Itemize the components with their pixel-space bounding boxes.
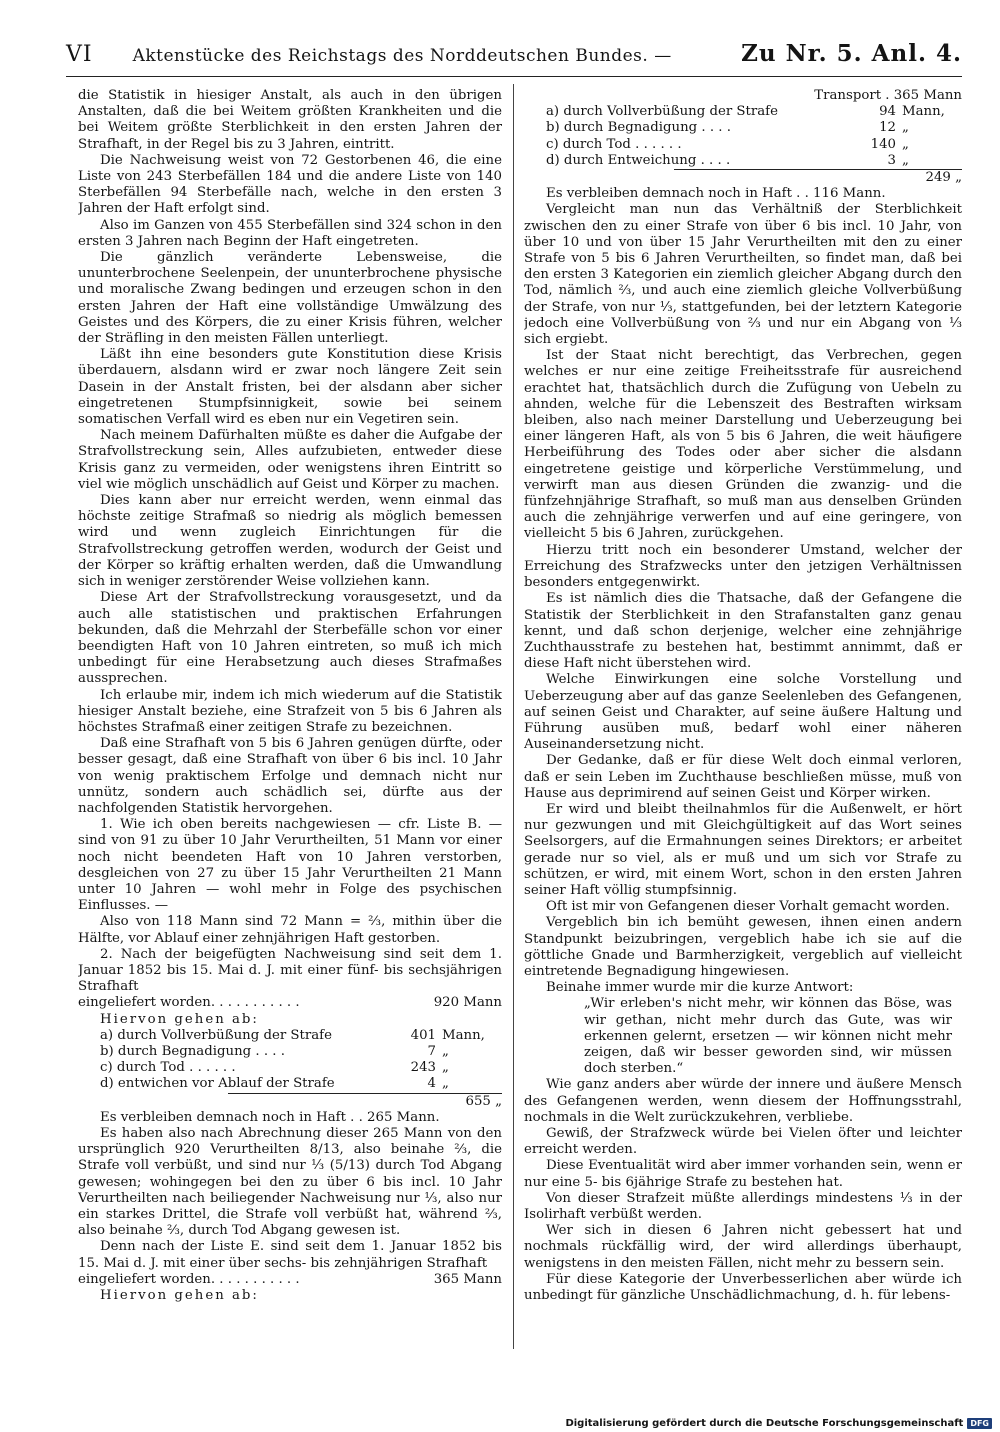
paragraph: Daß eine Strafhaft von 5 bis 6 Jahren genügen dürfte, oder besser gesagt, daß eine Strafhaft von über 6 bis incl. 10 Jahr von wenig praktischem Erfolge und demnach nicht nur unnütz, sondern auch schädlich sei, dürfte aus der nachfolgenden Statistik hervorgehen. (78, 736, 502, 816)
paragraph: 1. Wie ich oben bereits nachgewiesen — cfr. Liste B. — sind von 91 zu über 10 Jahr Verurtheilten, 51 Mann vor einer noch nicht beendeten Haft von 10 Jahren verstorben, desgleichen von 27 zu über 15 Jahr Verurtheilten 21 Mann unter 10 Jahren — wohl mehr in Folge des psychischen Einflusses. — (78, 817, 502, 914)
deduction-label: d) durch Entweichung . . . . (546, 152, 731, 168)
deduction-list-1 (100, 1028, 502, 1093)
credit-text: Digitalisierung gefördert durch die Deutsche Forschungsgemeinschaft (565, 1417, 964, 1429)
hiervon-heading: Hiervon gehen ab: (100, 1288, 259, 1304)
paragraph: Ist der Staat nicht berechtigt, das Verbrechen, gegen welches er nur eine zeitige Freiheitsstrafe für ausreichend erachtet hat, thatsächlich durch die Zufügung von Uebeln zu ahnden, welche für die Lebenszeit des Bestraften wirksam bleiben, also nach meiner Darstellung und Ueberzeugung bei einer längeren Haft, als von 5 bis 6 Jahren, die weit häufigere Herbeiführung des Todes oder aber sicher die alsdann eingetretene geistige und körperliche Verstümmelung, und verwirft man aus diesen Gründen die zwanzig- und die fünfzehnjährige Strafhaft, so muß man aus denselben Gründen auch die zehnjährige verwerfen und auf eine geringere, von vielleicht 5 bis 6 Jahren, zurückgehen. (524, 348, 962, 542)
right-column (524, 88, 962, 1348)
hiervon-heading: Hiervon gehen ab: (100, 1011, 259, 1027)
paragraph: Von dieser Strafzeit müßte allerdings mindestens ⅓ in der Isolirhaft verbüßt werden. (524, 1190, 962, 1223)
paragraph: Welche Einwirkungen eine solche Vorstellung und Ueberzeugung aber auf das ganze Seelenleben des Gefangenen, auf seinen Geist und Charakter, auf seine äußere Haltung und Führung ausüben muß, bedarf wohl einer näheren Auseinandersetzung nicht. (524, 672, 962, 753)
intake-value: 365 Mann (433, 1271, 502, 1287)
deduction-row (546, 120, 962, 136)
page-header (66, 40, 962, 77)
paragraph: Also im Ganzen von 455 Sterbefällen sind 324 schon in den ersten 3 Jahren nach Beginn der Haft eingetreten. (78, 217, 502, 249)
deduction-row (100, 1060, 502, 1076)
remaining-line-1: Es verbleiben demnach noch in Haft . . 265 Mann. (100, 1109, 440, 1125)
deduction-row (546, 137, 962, 153)
page-number: VI (66, 42, 93, 67)
digitization-credit (565, 1416, 992, 1430)
deduction-value: 3 (887, 152, 896, 168)
paragraph: Diese Eventualität wird aber immer vorhanden sein, wenn er nur eine 5- bis 6jährige Strafe zu bestehen hat. (524, 1158, 962, 1190)
deduction-label: a) durch Vollverbüßung der Strafe (100, 1027, 332, 1043)
right-paragraphs-2 (524, 1077, 962, 1304)
deduction-unit: „ (442, 1043, 449, 1059)
paragraph: Die gänzlich veränderte Lebensweise, die ununterbrochene Seelenpein, der ununterbrochene physische und moralische Zwang bedingen und erzeugen schon in den ersten Jahren der Haft eine vollständige Umwälzung des Geistes und des Körpers, die zu einer Krisis führen, welcher der Sträfling in den meisten Fällen unterliegt. (78, 250, 502, 347)
paragraph: Es ist nämlich dies die Thatsache, daß der Gefangene die Statistik der Sterblichkeit in den Strafanstalten ganz genau kennt, und daß schon derjenige, welcher eine zehnjährige Zuchthausstrafe zu bestehen hat, bestimmt annimmt, daß er diese Haft nicht überstehen wird. (524, 591, 962, 672)
paragraph: Es haben also nach Abrechnung dieser 265 Mann von den ursprünglich 920 Verurtheilten 8/13, also beinahe ⅔, die Strafe voll verbüßt, und sind nur ⅓ (5/13) durch Tod Abgang gewesen; wohingegen bei den zu über 6 bis incl. 10 Jahr Verurtheilten nach beiliegender Nachweisung nur ⅓, also nur ein starkes Drittel, die Strafe voll verbüßt hat, während ⅔, also beinahe ⅔, durch Tod Abgang gewesen ist. (78, 1126, 502, 1239)
intake-label: eingeliefert worden. . . . . . . . . . . (78, 1271, 300, 1287)
transport-row (524, 88, 962, 104)
deduction-label: a) durch Vollverbüßung der Strafe (546, 104, 778, 120)
left-paragraphs-1 (78, 88, 502, 995)
header-reference: Zu Nr. 5. Anl. 4. (741, 40, 962, 67)
paragraph: 2. Nach der beigefügten Nachweisung sind seit dem 1. Januar 1852 bis 15. Mai d. J. mit einer fünf- bis sechsjährigen Strafhaft (78, 946, 502, 995)
deduction-row (100, 1044, 502, 1060)
transport-line: Transport . 365 Mann (814, 88, 962, 103)
deduction-label: b) durch Begnadigung . . . . (546, 120, 731, 136)
left-paragraphs-2 (78, 1126, 502, 1272)
deduction-row (546, 153, 962, 169)
deduction-value: 401 (410, 1027, 436, 1043)
deduction-row (100, 1076, 502, 1092)
deduction-value: 4 (427, 1076, 436, 1092)
paragraph: Vergleicht man nun das Verhältniß der Sterblichkeit zwischen den zu einer Strafe von über 6 bis incl. 10 Jahr, von über 10 und von über 15 Jahr Verurtheilten mit den zu einer Strafe von 5 bis 6 Jahren Verurtheilten, so findet man, daß bei den ersten 3 Kategorien ein ziemlich gleicher Abgang durch den Tod, nämlich ⅔, und auch eine ziemlich gleiche Vollverbüßung der Strafe, von nur ⅓, stattgefunden, bei der letztern Kategorie jedoch eine Vollverbüßung von ⅔ und nur ein Abgang von ⅓ sich ergiebt. (524, 202, 962, 348)
block-quote: „Wir erleben's nicht mehr, wir können das Böse, was wir gethan, nicht mehr durch das Gute, was wir erkennen gelernt, ersetzen — wir können nicht mehr zeigen, daß wir besser geworden sind, wir müssen doch sterben.“ (584, 996, 952, 1077)
paragraph: Der Gedanke, daß er für diese Welt doch einmal verloren, daß er sein Leben im Zuchthause beschließen müsse, muß von Hause aus deprimirend auf seinen Geist und Körper wirken. (524, 753, 962, 801)
column-divider (513, 84, 514, 1349)
paragraph: Läßt ihn eine besonders gute Konstitution diese Krisis überdauern, alsdann wird er zwar noch längere Zeit sein Dasein in der Anstalt fristen, bei der alsdann aber sicher eingetretenen Stumpfsinnigkeit, sowie bei seinem somatischen Verfall wird es eben nur ein Vegetiren sein. (78, 347, 502, 428)
deduction-unit: „ (442, 1060, 449, 1076)
deduction-unit: Mann, (442, 1027, 485, 1043)
header-title: Aktenstücke des Reichstags des Norddeutschen Bundes. — (132, 46, 672, 66)
paragraph: Vergeblich bin ich bemüht gewesen, ihnen einen andern Standpunkt beizubringen, vergeblich habe ich sie auf die göttliche Gnade und Barmherzigkeit, vergeblich auf vielleicht eintretende Begnadigung hingewiesen. (524, 915, 962, 979)
deduction-label: c) durch Tod . . . . . . (100, 1060, 236, 1076)
deduction-row (100, 1028, 502, 1044)
deduction-unit: „ (902, 152, 909, 168)
paragraph: die Statistik in hiesiger Anstalt, als auch in den übrigen Anstalten, daß die bei Weitem größten Krankheiten und die bei Weitem größte Sterblichkeit in den ersten Jahren der Strafhaft, in der Regel bis zu 3 Jahren, eintritt. (78, 88, 502, 152)
deduction-unit: Mann, (902, 104, 945, 120)
paragraph: Oft ist mir von Gefangenen dieser Vorhalt gemacht worden. (546, 899, 950, 915)
deduction-value: 7 (427, 1043, 436, 1059)
deduction-unit: „ (902, 136, 909, 152)
paragraph: Für diese Kategorie der Unverbesserlichen aber würde ich unbedingt für gänzliche Unschädlichmachung, d. h. für lebens- (524, 1271, 962, 1304)
paragraph: Beinahe immer wurde mir die kurze Antwort: (546, 980, 854, 996)
paragraph: Hierzu tritt noch ein besonderer Umstand, welcher der Erreichung des Strafzwecks unter den jetzigen Verhältnissen besonders entgegenwirkt. (524, 542, 962, 591)
paragraph: Also von 118 Mann sind 72 Mann = ⅔, mithin über die Hälfte, vor Ablauf einer zehnjährigen Haft gestorben. (78, 914, 502, 946)
paragraph: Ich erlaube mir, indem ich mich wiederum auf die Statistik hiesiger Anstalt beziehe, eine Strafzeit von 5 bis 6 Jahren als höchstes Strafmaß einer zeitigen Strafe zu bezeichnen. (78, 687, 502, 735)
deduction-label: c) durch Tod . . . . . . (546, 136, 682, 152)
right-paragraphs-1 (524, 202, 962, 996)
sum-value: 249 „ (925, 170, 962, 186)
sum-row-1 (228, 1093, 502, 1110)
paragraph: Denn nach der Liste E. sind seit dem 1. Januar 1852 bis 15. Mai d. J. mit einer über sechs- bis zehnjährigen Strafhaft (78, 1239, 502, 1271)
paragraph: Diese Art der Strafvollstreckung vorausgesetzt, und da auch alle statistischen und praktischen Erfahrungen bekunden, daß die Mehrzahl der Sterbefälle schon vor einer beendigten Haft von 10 Jahren eintreten, so muß ich mich unbedingt für eine Herabsetzung auch dieses Strafmaßes aussprechen. (78, 590, 502, 687)
deduction-list-2 (546, 104, 962, 169)
paragraph: Dies kann aber nur erreicht werden, wenn einmal das höchste zeitige Strafmaß so niedrig als möglich bemessen wird und wenn zugleich Einrichtungen für die Strafvollstreckung getroffen werden, wodurch der Geist und der Körper so kräftig erhalten werden, daß die Umwandlung sich in weniger zerstörender Weise vollziehen kann. (78, 493, 502, 590)
deduction-row (546, 104, 962, 120)
paragraph: Wer sich in diesen 6 Jahren nicht gebessert hat und nochmals rückfällig wird, der wird allerdings überhaupt, wenigstens in den meisten Fällen, nicht mehr zu bessern sein. (524, 1223, 962, 1271)
intake-row-1 (78, 995, 502, 1011)
deduction-unit: „ (902, 120, 909, 136)
paragraph: Gewiß, der Strafzweck würde bei Vielen öfter und leichter erreicht werden. (524, 1126, 962, 1158)
deduction-unit: „ (442, 1076, 449, 1092)
deduction-value: 12 (879, 120, 896, 136)
paragraph: Nach meinem Dafürhalten müßte es daher die Aufgabe der Strafvollstreckung sein, Alles aufzubieten, entweder diese Krisis ganz zu vermeiden, oder wenigstens ihren Eintritt so viel wie möglich unschädlich auf Geist und Körper zu machen. (78, 428, 502, 492)
paragraph: Wie ganz anders aber würde der innere und äußere Mensch des Gefangenen werden, wenn diesem der Hoffnungsstrahl, nochmals in die Welt zurückzukehren, verbliebe. (524, 1077, 962, 1125)
sum-row-2 (674, 169, 962, 186)
dfg-logo: DFG (967, 1418, 992, 1429)
intake-row-2 (78, 1272, 502, 1288)
deduction-label: b) durch Begnadigung . . . . (100, 1043, 285, 1059)
deduction-value: 243 (410, 1060, 436, 1076)
deduction-value: 140 (870, 136, 896, 152)
left-column (78, 88, 502, 1348)
paragraph: Die Nachweisung weist von 72 Gestorbenen 46, die eine Liste von 243 Sterbefällen 184 und die andere Liste von 140 Sterbefällen 94 Sterbefälle nach, welche in den ersten 3 Jahren der Haft erfolgt sind. (78, 152, 502, 217)
remaining-line-2: Es verbleiben demnach noch in Haft . . 116 Mann. (546, 186, 886, 202)
intake-value: 920 Mann (433, 995, 502, 1011)
deduction-value: 94 (879, 104, 896, 120)
sum-value: 655 „ (465, 1093, 502, 1109)
paragraph: Er wird und bleibt theilnahmlos für die Außenwelt, er hört nur gezwungen und mit Gleichgültigkeit auf das Wort seines Seelsorgers, auf die Ermahnungen seines Direktors; er arbeitet gerade nur so viel, als er muß und um sich vor Strafe zu schützen, er wird, mit einem Wort, schon in den ersten Jahren seiner Haft völlig stumpfsinnig. (524, 801, 962, 898)
intake-label: eingeliefert worden. . . . . . . . . . . (78, 995, 300, 1011)
deduction-label: d) entwichen vor Ablauf der Strafe (100, 1076, 335, 1092)
